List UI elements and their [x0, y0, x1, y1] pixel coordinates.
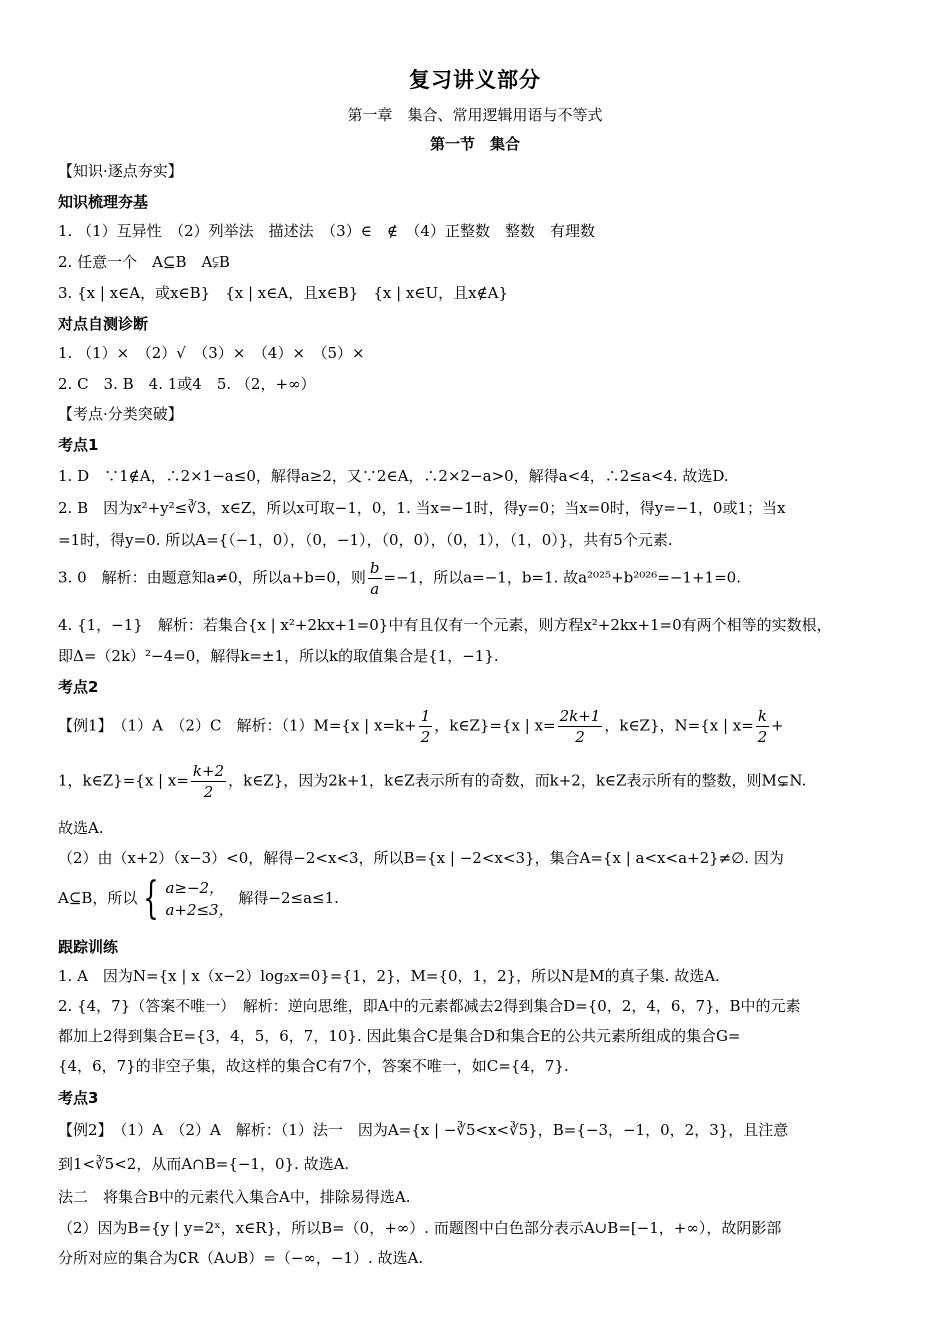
fraction	[419, 706, 433, 747]
numerator: k+2	[192, 762, 225, 780]
answer-line: 4. {1，−1} 解析：若集合{x | x²+2kx+1=0}中有且仅有一个元素，则方程x²+2kx+1=0有两个相等的实数根，	[58, 616, 832, 634]
denominator: 2	[420, 728, 431, 746]
denominator: 2	[203, 783, 214, 801]
answer-line: {4，6，7}的非空子集，故这样的集合C有7个，答案不唯一，如C={4，7}.	[58, 1057, 569, 1075]
left-brace: {	[143, 873, 160, 924]
answer-line: 2. C 3. B 4. 1或4 5. （2，+∞）	[58, 375, 316, 393]
answer-text: A⊆B，所以	[58, 889, 138, 907]
answer-text: 1，k∈Z}={x | x=	[58, 771, 189, 790]
answer-line: 故选A.	[58, 819, 104, 837]
document-title: 复习讲义部分	[409, 68, 541, 92]
answer-text: 解得−2≤a≤1.	[238, 889, 339, 907]
answer-text: +	[770, 716, 784, 735]
answer-line-system	[58, 873, 892, 924]
answer-line: 到1<∛5<2，从而A∩B={−1，0}. 故选A.	[58, 1155, 350, 1173]
system-row: a≥−2，	[165, 879, 225, 897]
inequality-system	[137, 873, 234, 924]
fraction	[191, 761, 226, 802]
answer-line: 1. D ∵1∉A，∴2×1−a≤0，解得a≥2，又∵2∈A，∴2×2−a>0，解得a<4，∴2≤a<4. 故选D.	[58, 467, 729, 485]
numerator: 1	[420, 707, 431, 725]
system-rows	[165, 877, 233, 921]
numerator: k	[757, 707, 767, 725]
answer-line-fraction	[58, 558, 892, 599]
answer-line: 法二 将集合B中的元素代入集合A中，排除易得选A.	[58, 1188, 411, 1206]
chapter-heading: 第一章 集合、常用逻辑用语与不等式	[347, 106, 603, 124]
numerator: 2k+1	[559, 707, 601, 725]
system-row: a+2≤3，	[165, 901, 234, 919]
answer-text: =−1，所以a=−1，b=1. 故a²⁰²⁵+b²⁰²⁶=−1+1=0.	[383, 568, 741, 587]
answer-line: 2. B 因为x²+y²≤∛3，x∈Z，所以x可取−1，0，1. 当x=−1时，得y=0；当x=0时，得y=−1，0或1；当x	[58, 499, 786, 517]
fraction-b-over-a	[368, 558, 382, 599]
fraction	[756, 706, 769, 747]
answer-line: 都加上2得到集合E={3，4，5，6，7，10}. 因此集合C是集合D和集合E的公共元素所组成的集合G=	[58, 1027, 741, 1045]
denominator: 2	[757, 728, 768, 746]
fraction	[558, 706, 603, 747]
answer-line: 分所对应的集合为∁R（A∪B）=（−∞，−1）. 故选A.	[58, 1249, 424, 1267]
denominator: 2	[575, 728, 585, 746]
subheading-practice: 跟踪训练	[58, 938, 119, 956]
answer-line: 1. A 因为N={x | x（x−2）log₂x=0}={1，2}，M={0，1，2}，所以N是M的真子集. 故选A.	[58, 967, 720, 985]
subheading-self-test: 对点自测诊断	[58, 315, 149, 333]
answer-line: （2）由（x+2）（x−3）<0，解得−2<x<3，所以B={x | −2<x<3}，集合A={x | a<x<a+2}≠∅. 因为	[58, 849, 784, 867]
example-line: 【例2】 （1）A （2）A 解析：（1）法一 因为A={x | −∛5<x<∛5}，B={−3，−1，0，2，3}，且注意	[58, 1121, 789, 1139]
part-heading-knowledge: 【知识·逐点夯实】	[58, 162, 183, 180]
answer-text: ，k∈Z}={x | x=	[434, 716, 556, 735]
example-line	[58, 706, 892, 747]
denominator: a	[370, 580, 380, 598]
topic-heading-3: 考点3	[58, 1089, 99, 1107]
answer-line: 即Δ=（2k）²−4=0，解得k=±1，所以k的取值集合是{1，−1}.	[58, 647, 499, 665]
answer-line: （2）因为B={y | y=2ˣ，x∈R}，所以B=（0，+∞）. 而题图中白色部分表示A∪B=[−1，+∞），故阴影部	[58, 1219, 782, 1237]
section-heading: 第一节 集合	[429, 135, 520, 153]
answer-text: ，k∈Z}，N={x | x=	[604, 716, 754, 735]
part-heading-topics: 【考点·分类突破】	[58, 405, 183, 423]
answer-line: 2. {4，7}（答案不唯一） 解析：逆向思维，即A中的元素都减去2得到集合D={0，2，4，6，7}，B中的元素	[58, 997, 801, 1015]
answer-line: =1时，得y=0. 所以A={（−1，0），（0，−1），（0，0），（0，1），（1，0）}，共有5个元素.	[58, 531, 673, 549]
answer-text: 3. 0 解析：由题意知a≠0，所以a+b=0，则	[58, 568, 366, 587]
example-line	[58, 761, 892, 802]
topic-heading-2: 考点2	[58, 678, 99, 696]
answer-line: 2. 任意一个 A⊆B A⫋B	[58, 253, 230, 271]
numerator: b	[369, 559, 380, 577]
answer-line: 1. （1）互异性 （2）列举法 描述法 （3）∈ ∉ （4）正整数 整数 有理数	[58, 222, 595, 240]
subheading-knowledge-review: 知识梳理夯基	[58, 193, 149, 211]
topic-heading-1: 考点1	[58, 436, 99, 454]
answer-text: 【例1】 （1）A （2）C 解析：（1）M={x | x=k+	[58, 716, 417, 735]
answer-line: 3. {x | x∈A，或x∈B} {x | x∈A，且x∈B} {x | x∈U，且x∉A}	[58, 284, 509, 302]
answer-text: ，k∈Z}，因为2k+1，k∈Z表示所有的奇数，而k+2，k∈Z表示所有的整数，则M⊊N.	[228, 771, 807, 790]
answer-line: 1. （1）× （2）√ （3）× （4）× （5）×	[58, 344, 365, 362]
